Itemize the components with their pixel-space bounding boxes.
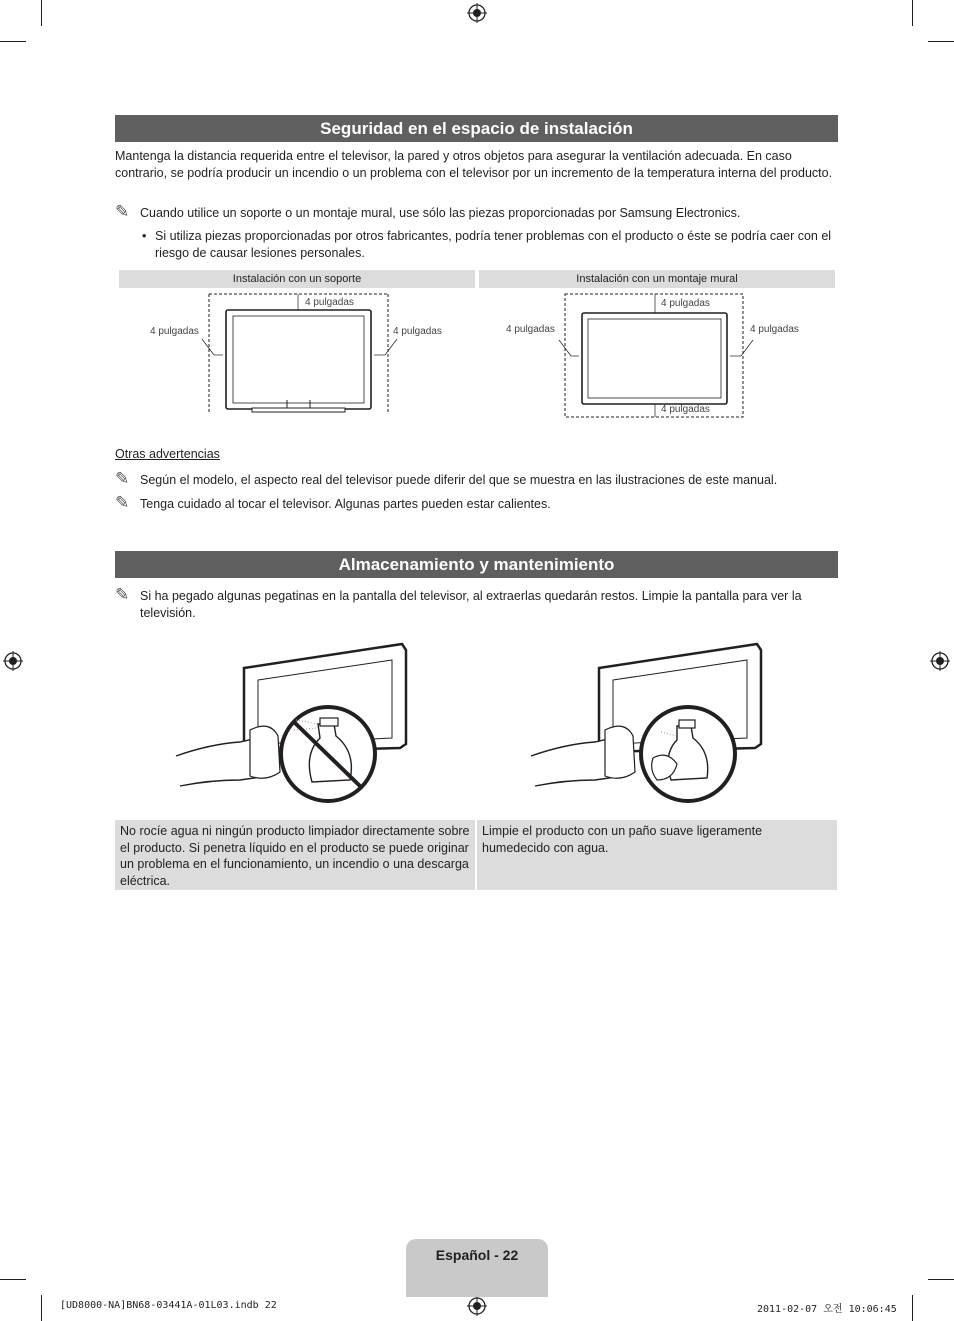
stand-top-clearance-label: 4 pulgadas [305, 297, 354, 308]
installation-bullet: Si utiliza piezas proporcionadas por otros fabricantes, podría tener problemas con el producto o éste se podría caer con el riesgo de causar lesiones personales. [155, 229, 832, 260]
wipe-with-cloth-illustration [525, 640, 765, 810]
crop-mark [928, 1279, 954, 1280]
wall-mount-installation-diagram [479, 288, 835, 420]
wall-left-clearance-label: 4 pulgadas [506, 324, 555, 335]
stand-diagram-title: Instalación con un soporte [119, 270, 475, 288]
installation-note: Cuando utilice un soporte o un montaje mural, use sólo las piezas proporcionadas por Samsung Electronics. [140, 206, 741, 220]
crop-mark [928, 41, 954, 42]
wall-top-clearance-label: 4 pulgadas [661, 298, 710, 309]
page-number-tab: Español - 22 [406, 1239, 548, 1297]
other-warning-note-1: Según el modelo, el aspecto real del televisor puede diferir del que se muestra en las ilustraciones de este manual. [140, 473, 778, 487]
pencil-note-icon: ✎ [115, 469, 130, 488]
stand-installation-diagram [119, 288, 475, 416]
stand-left-clearance-label: 4 pulgadas [150, 326, 199, 337]
installation-intro: Mantenga la distancia requerida entre el televisor, la pared y otros objetos para asegurar la ventilación adecuada. En caso contrario, se podría producir un incendio o un problema con el televisor por un incremento de la temperatura interna del producto. [115, 149, 833, 180]
other-warning-note-2: Tenga cuidado al tocar el televisor. Algunas partes pueden estar calientes. [140, 497, 551, 511]
print-date-info: 2011-02-07 오전 10:06:45 [757, 1304, 897, 1315]
wall-right-clearance-label: 4 pulgadas [750, 324, 799, 335]
section-title-installation-safety: Seguridad en el espacio de instalación [115, 115, 838, 142]
do-not-spray-illustration [170, 640, 410, 810]
pencil-note-icon: ✎ [115, 202, 130, 221]
section-title-storage-maintenance: Almacenamiento y mantenimiento [115, 551, 838, 578]
sticker-residue-note: Si ha pegado algunas pegatinas en la pantalla del televisor, al extraerlas quedarán restos. Limpie la pantalla para ver la televisión. [140, 589, 802, 620]
crop-mark [0, 41, 26, 42]
pencil-note-icon: ✎ [115, 493, 130, 512]
stand-right-clearance-label: 4 pulgadas [393, 326, 442, 337]
wall-diagram-title: Instalación con un montaje mural [479, 270, 835, 288]
crop-mark [41, 1295, 42, 1321]
pencil-note-icon: ✎ [115, 585, 130, 604]
crosshair-registration-icon [467, 1296, 487, 1316]
caption-do-not-spray: No rocíe agua ni ningún producto limpiador directamente sobre el producto. Si penetra líquido en el producto se puede originar un problema en el funcionamiento, un incendio o una descarga eléctrica. [115, 820, 475, 890]
crop-mark [0, 1279, 26, 1280]
crop-mark [41, 0, 42, 26]
other-warnings-heading: Otras advertencias [115, 447, 220, 461]
crosshair-registration-icon [3, 651, 23, 671]
crop-mark [912, 1295, 913, 1321]
caption-wipe-soft-cloth: Limpie el producto con un paño suave ligeramente humedecido con agua. [477, 820, 837, 890]
crosshair-registration-icon [930, 651, 950, 671]
print-file-info: [UD8000-NA]BN68-03441A-01L03.indb 22 [60, 1300, 277, 1311]
crosshair-registration-icon [467, 3, 487, 23]
wall-bottom-clearance-label: 4 pulgadas [661, 404, 710, 415]
bullet-dot: • [142, 229, 147, 243]
crop-mark [912, 0, 913, 26]
